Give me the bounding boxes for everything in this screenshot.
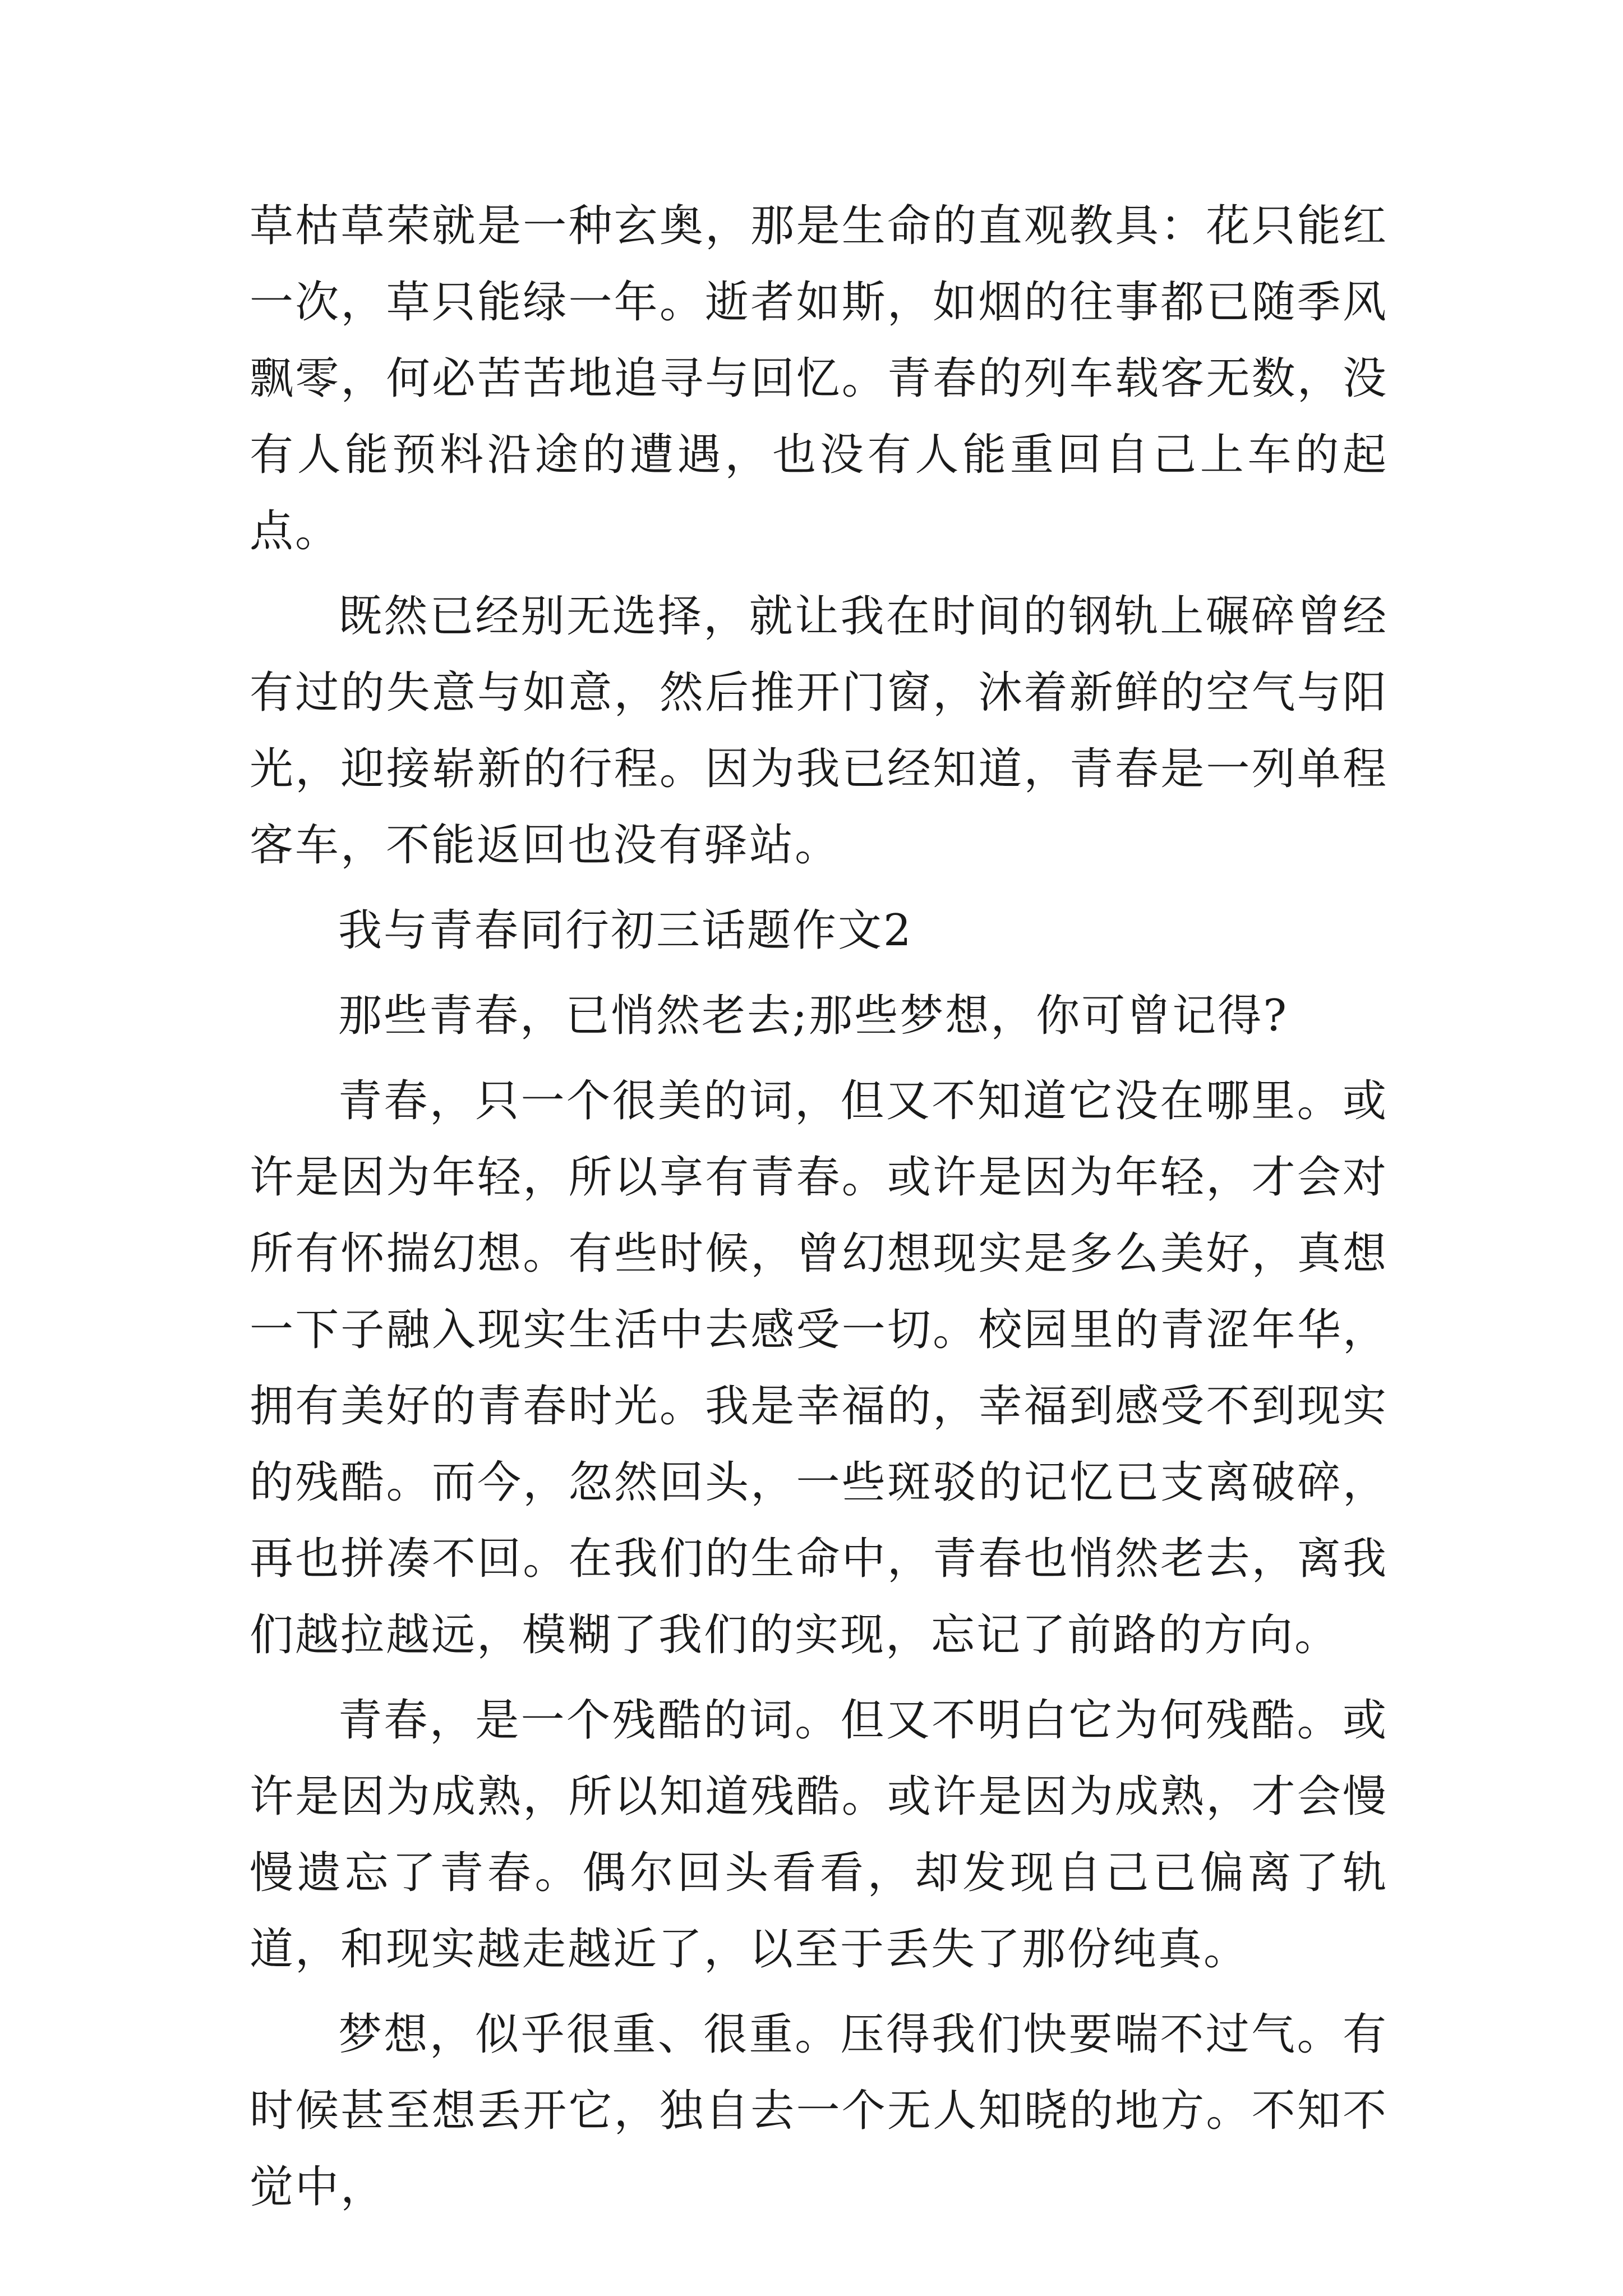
paragraph: 青春，只一个很美的词，但又不知道它没在哪里。或许是因为年轻，所以享有青春。或许是因为年轻，才会对所有怀揣幻想。有些时候，曾幻想现实是多么美好，真想一下子融入现实生活中去感受一切。校园里的青涩年华，拥有美好的青春时光。我是幸福的，幸福到感受不到现实的残酷。而今，忽然回头，一些斑驳的记忆已支离破碎，再也拼凑不回。在我们的生命中，青春也悄然老去，离我们越拉越远，模糊了我们的实现，忘记了前路的方向。 xyxy=(250,1076,1388,1660)
paragraph: 既然已经别无选择，就让我在时间的钢轨上碾碎曾经有过的失意与如意，然后推开门窗，沐着新鲜的空气与阳光，迎接崭新的行程。因为我已经知道，青春是一列单程客车，不能返回也没有驿站。 xyxy=(250,591,1388,871)
paragraph: 梦想，似乎很重、很重。压得我们快要喘不过气。有时候甚至想丢开它，独自去一个无人知晓的地方。不知不觉中， xyxy=(250,2009,1388,2212)
paragraph: 青春，是一个残酷的词。但又不明白它为何残酷。或许是因为成熟，所以知道残酷。或许是因为成熟，才会慢慢遗忘了青春。偶尔回头看看，却发现自己已偏离了轨道，和现实越走越近了，以至于丢失了那份纯真。 xyxy=(250,1695,1388,1975)
paragraph: 那些青春，已悄然老去;那些梦想，你可曾记得? xyxy=(338,991,1289,1041)
paragraph-continued: 草枯草荣就是一种玄奥，那是生命的直观教具：花只能红一次，草只能绿一年。逝者如斯，如烟的往事都已随季风飘零，何必苦苦地追寻与回忆。青春的列车载客无数，没有人能预料沿途的遭遇，也没有人能重回自己上车的起点。 xyxy=(250,201,1388,556)
essay-title: 我与青春同行初三话题作文2 xyxy=(338,905,913,956)
essay-body xyxy=(250,188,1388,2225)
